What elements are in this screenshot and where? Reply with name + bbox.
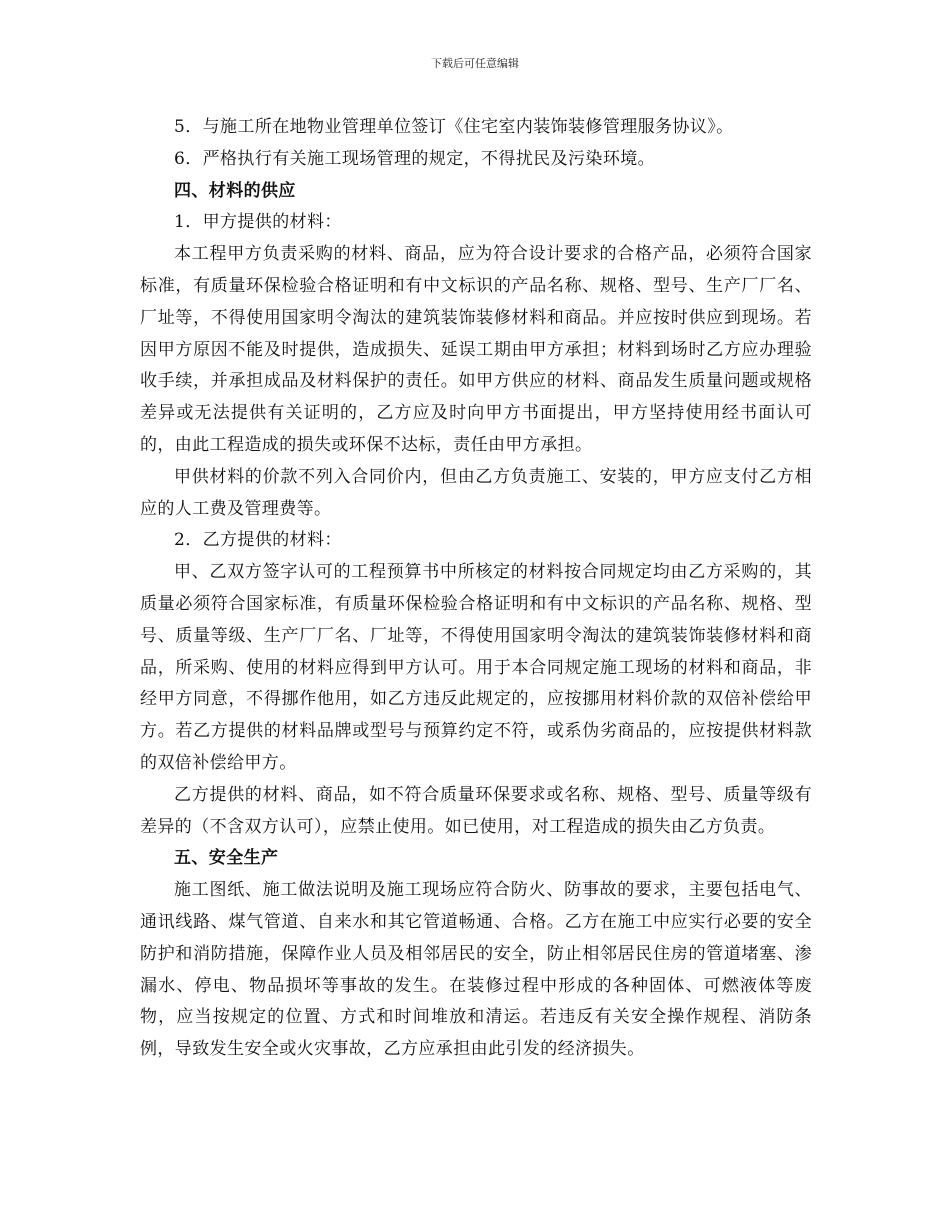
subsection-party-a-materials: 1．甲方提供的材料： — [174, 212, 342, 233]
page-header-note: 下载后可任意编辑 — [431, 57, 519, 70]
paragraph-party-b-quality: 乙方提供的材料、商品，如不符合质量环保要求或名称、规格、型号、质量等级有差异的（不含双方认可），应禁止使用。如已使用，对工程造成的损失由乙方负责。 — [140, 784, 812, 837]
clause-6: 6．严格执行有关施工现场管理的规定，不得扰民及污染环境。 — [174, 148, 656, 169]
subsection-party-b-materials: 2．乙方提供的材料： — [174, 530, 342, 551]
paragraph-safety: 施工图纸、施工做法说明及施工现场应符合防火、防事故的要求，主要包括电气、通讯线路、煤气管道、自来水和其它管道畅通、合格。乙方在施工中应实行必要的安全防护和消防措施，保障作业人员及相邻居民的安全，防止相邻居民住房的管道堵塞、渗漏水、停电、物品损坏等事故的发生。在装修过程中形成的各种固体、可燃液体等废物，应当按规定的位置、方式和时间堆放和清运。若违反有关安全操作规程、消防条例，导致发生安全或火灾事故，乙方应承担由此引发的经济损失。 — [140, 880, 812, 1060]
section-heading-safety: 五、安全生产 — [174, 848, 279, 869]
paragraph-party-a-procurement: 本工程甲方负责采购的材料、商品，应为符合设计要求的合格产品，必须符合国家标准，有质量环保检验合格证明和有中文标识的产品名称、规格、型号、生产厂厂名、厂址等，不得使用国家明令淘汰的建筑装饰装修材料和商品。并应按时供应到现场。若因甲方原因不能及时提供，造成损失、延误工期由甲方承担；材料到场时乙方应办理验收手续，并承担成品及材料保护的责任。如甲方供应的材料、商品发生质量问题或规格差异或无法提供有关证明的，乙方应及时向甲方书面提出，甲方坚持使用经书面认可的，由此工程造成的损失或环保不达标，责任由甲方承担。 — [140, 244, 812, 455]
clause-5: 5．与施工所在地物业管理单位签订《住宅室内装饰装修管理服务协议》。 — [174, 117, 734, 137]
paragraph-party-a-price: 甲供材料的价款不列入合同价内，但由乙方负责施工、安装的，甲方应支付乙方相应的人工费及管理费等。 — [140, 466, 812, 519]
document-body — [140, 112, 812, 1066]
paragraph-party-b-procurement: 甲、乙双方签字认可的工程预算书中所核定的材料按合同规定均由乙方采购的，其质量必须符合国家标准，有质量环保检验合格证明和有中文标识的产品名称、规格、型号、质量等级、生产厂厂名、厂址等，不得使用国家明令淘汰的建筑装饰装修材料和商品，所采购、使用的材料应得到甲方认可。用于本合同规定施工现场的材料和商品，非经甲方同意，不得挪作他用，如乙方违反此规定的，应按挪用材料价款的双倍补偿给甲方。若乙方提供的材料品牌或型号与预算约定不符，或系伪劣商品的，应按提供材料款的双倍补偿给甲方。 — [140, 562, 812, 773]
section-heading-materials: 四、材料的供应 — [174, 180, 296, 201]
